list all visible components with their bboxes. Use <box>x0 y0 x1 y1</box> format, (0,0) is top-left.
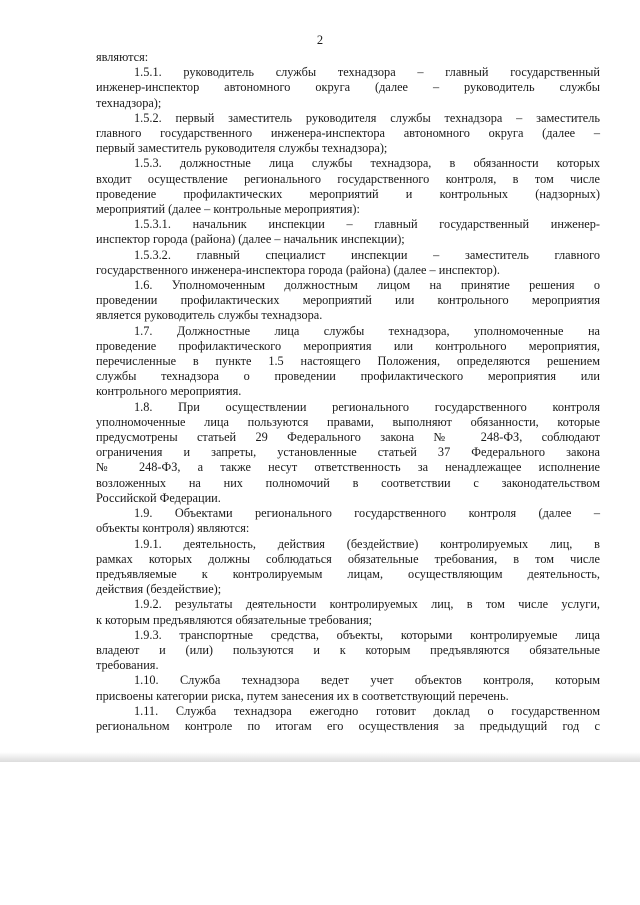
paragraph <box>96 597 600 627</box>
text-line: № 248-ФЗ, а также несут ответственность за ненадлежащее исполнение <box>96 460 600 475</box>
text-line: предусмотрены статьей 29 Федерального закона № 248-ФЗ, соблюдают <box>96 430 600 445</box>
text-line: 1.9.3. транспортные средства, объекты, которыми контролируемые лица <box>134 627 600 642</box>
text-line: контрольного мероприятия. <box>96 384 242 399</box>
page-background <box>0 762 640 905</box>
text-line: уполномоченные лица пользуются правами, выполняют обязанности, которые <box>96 414 600 429</box>
paragraph <box>96 217 600 247</box>
paragraph <box>96 537 600 598</box>
paragraph <box>96 65 600 111</box>
text-line: является руководитель службы технадзора. <box>96 308 323 323</box>
text-line: 1.8. При осуществлении регионального государственного контроля <box>134 399 600 414</box>
text-line: 1.10. Служба технадзора ведет учет объектов контроля, которым <box>134 673 600 688</box>
text-line: входит осуществление регионального государственного контроля, в том числе <box>96 171 600 186</box>
paragraph <box>96 111 600 157</box>
text-line: 1.11. Служба технадзора ежегодно готовит доклад о государственном <box>134 703 600 718</box>
text-line: проведении профилактических мероприятий или контрольного мероприятия <box>96 293 600 308</box>
text-line: являются: <box>96 50 149 64</box>
paragraph <box>96 156 600 217</box>
paragraph <box>96 278 600 324</box>
text-line: предъявляемые к контролируемым лицам, осуществляющим деятельность, <box>96 566 600 581</box>
text-line: перечисленные в пункте 1.5 настоящего Положения, определяются решением <box>96 354 600 369</box>
text-line: требования. <box>96 658 159 673</box>
paragraph <box>96 506 600 536</box>
text-line: действия (бездействие); <box>96 582 222 597</box>
text-line: 1.5.3. должностные лица службы технадзора, в обязанности которых <box>134 156 600 171</box>
paragraph <box>96 400 600 506</box>
text-line: проведение профилактических мероприятий и контрольных (надзорных) <box>96 186 600 201</box>
text-line: владеют и (или) пользуются и к которым предъявляются обязательные <box>96 642 600 657</box>
text-line: ограничения и запреты, установленные статьей 37 Федерального закона <box>96 445 600 460</box>
text-line: мероприятий (далее – контрольные мероприятия): <box>96 202 360 217</box>
text-line: объекты контроля) являются: <box>96 521 250 536</box>
paragraph <box>96 324 600 400</box>
text-line: 1.7. Должностные лица службы технадзора, уполномоченные на <box>134 323 600 338</box>
text-line: региональном контроле по итогам его осуществления за предыдущий год с <box>96 718 600 733</box>
text-line: Российской Федерации. <box>96 490 221 505</box>
text-line: главного государственного инженера-инспектора автономного округа (далее – <box>96 126 600 141</box>
text-line: 1.6. Уполномоченным должностным лицом на принятие решения о <box>134 278 600 293</box>
text-line: 1.5.1. руководитель службы технадзора – главный государственный <box>134 65 600 80</box>
text-line: 1.5.3.2. главный специалист инспекции – заместитель главного <box>134 247 600 262</box>
text-line: первый заместитель руководителя службы технадзора); <box>96 141 388 156</box>
text-line: государственного инженера-инспектора города (района) (далее – инспектор). <box>96 262 500 277</box>
paragraph <box>96 50 600 65</box>
text-line: технадзора); <box>96 95 162 110</box>
text-line: 1.9. Объектами регионального государственного контроля (далее – <box>134 506 600 521</box>
text-line: проведение профилактического мероприятия или контрольного мероприятия, <box>96 338 600 353</box>
text-line: 1.5.3.1. начальник инспекции – главный государственный инженер- <box>134 217 600 232</box>
text-line: возложенных на них полномочий в соответствии с законодательством <box>96 475 600 490</box>
paragraph <box>96 248 600 278</box>
text-line: инспектор города (района) (далее – начальник инспекции); <box>96 232 405 247</box>
text-line: службы технадзора о проведении профилактического мероприятия или <box>96 369 600 384</box>
paragraph <box>96 704 600 734</box>
page-number: 2 <box>316 33 324 47</box>
paragraph <box>96 673 600 703</box>
document-body <box>96 50 600 734</box>
text-line: 1.9.1. деятельность, действия (бездействие) контролируемых лиц, в <box>134 536 600 551</box>
text-line: присвоены категории риска, путем занесения их в соответствующий перечень. <box>96 688 509 703</box>
text-line: рамках которых должны соблюдаться обязательные требования, в том числе <box>96 551 600 566</box>
text-line: 1.9.2. результаты деятельности контролируемых лиц, в том числе услуги, <box>134 597 600 612</box>
paragraph <box>96 628 600 674</box>
text-line: 1.5.2. первый заместитель руководителя службы технадзора – заместитель <box>134 110 600 125</box>
text-line: инженер-инспектор автономного округа (далее – руководитель службы <box>96 80 600 95</box>
text-line: к которым предъявляются обязательные требования; <box>96 612 373 627</box>
